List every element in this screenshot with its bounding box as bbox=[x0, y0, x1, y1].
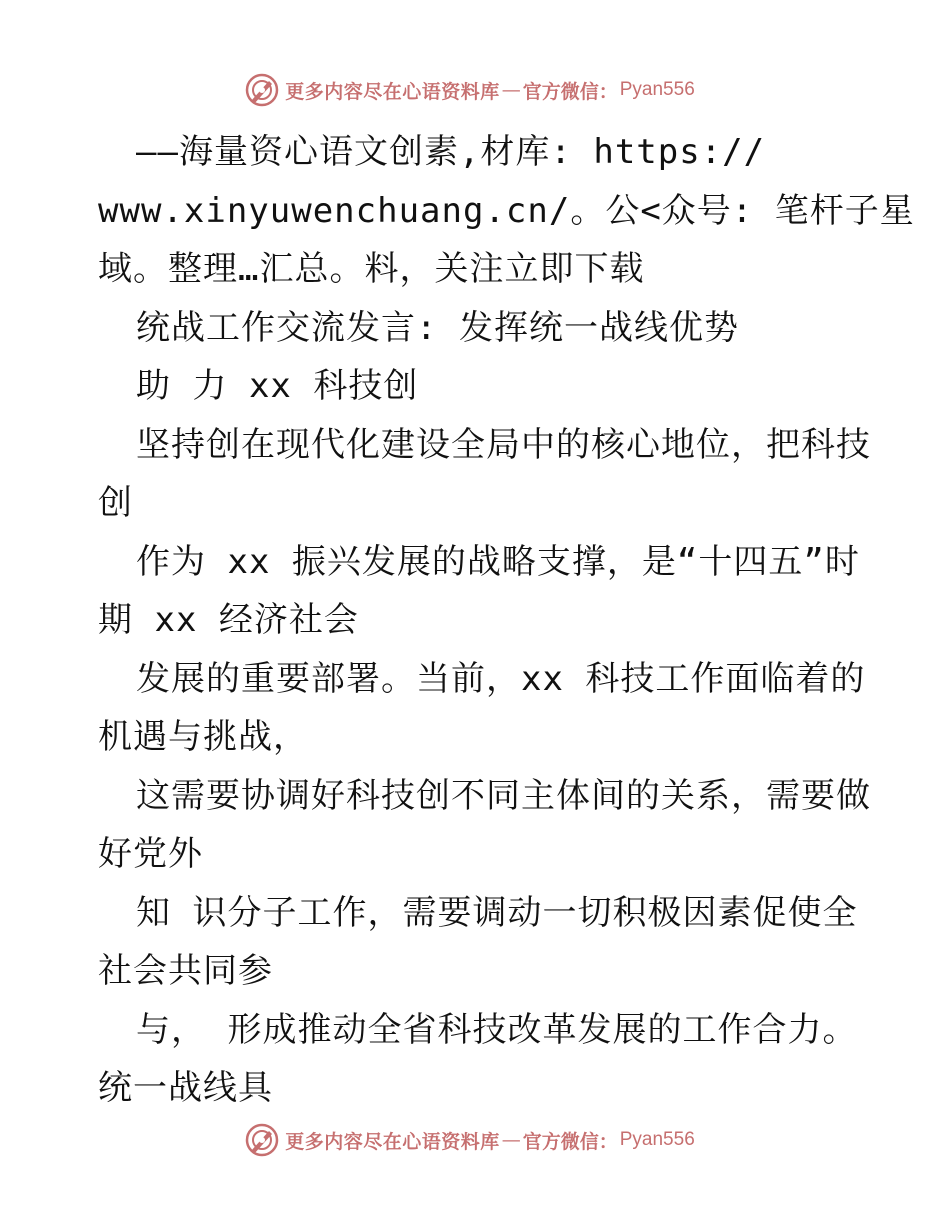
footer-banner-text: 更多内容尽在心语资料库 bbox=[285, 1130, 500, 1153]
footer-banner bbox=[0, 1120, 950, 1160]
body-line: www.xinyuwenchuang.cn/。公<众号: 笔杆子星 bbox=[98, 190, 915, 231]
footer-wechat-id: Pyan556 bbox=[619, 1129, 695, 1150]
body-line: ——海量资心语文创素,材库: https:// bbox=[136, 132, 766, 172]
body-line: 好党外 bbox=[98, 834, 203, 874]
header-banner-separator: — bbox=[501, 79, 521, 101]
body-line: 创 bbox=[98, 483, 133, 523]
header-banner-text: 更多内容尽在心语资料库 bbox=[285, 80, 500, 103]
body-line: 期 xx 经济社会 bbox=[98, 600, 359, 640]
header-banner bbox=[0, 70, 950, 110]
body-line-title: 助 力 xx 科技创 bbox=[136, 366, 419, 406]
header-wechat-label: 官方微信： bbox=[522, 80, 618, 103]
body-line: 作为 xx 振兴发展的战略支撑，是“十四五”时 bbox=[136, 541, 860, 582]
body-line: 知 识分子工作，需要调动一切积极因素促使全 bbox=[136, 892, 858, 933]
pen-logo-icon bbox=[245, 73, 279, 107]
body-line-title: 统战工作交流发言: 发挥统一战线优势 bbox=[136, 307, 739, 348]
body-line: 统一战线具 bbox=[98, 1068, 273, 1108]
body-line: 发展的重要部署。当前，xx 科技工作面临着的 bbox=[136, 658, 866, 699]
pen-logo-icon bbox=[245, 1123, 279, 1157]
body-line: 域。整理…汇总。料，关注立即下载 bbox=[98, 249, 645, 289]
footer-wechat-label: 官方微信： bbox=[522, 1130, 618, 1153]
footer-banner-separator: — bbox=[501, 1129, 521, 1151]
body-line: 这需要协调好科技创不同主体间的关系，需要做 bbox=[136, 775, 871, 816]
body-line: 机遇与挑战， bbox=[98, 717, 308, 757]
body-line: 与， 形成推动全省科技改革发展的工作合力。 bbox=[136, 1009, 858, 1050]
body-line: 社会共同参 bbox=[98, 951, 273, 991]
body-line: 坚持创在现代化建设全局中的核心地位，把科技 bbox=[136, 424, 871, 465]
header-wechat-id: Pyan556 bbox=[619, 79, 695, 100]
document-body bbox=[98, 123, 915, 1118]
